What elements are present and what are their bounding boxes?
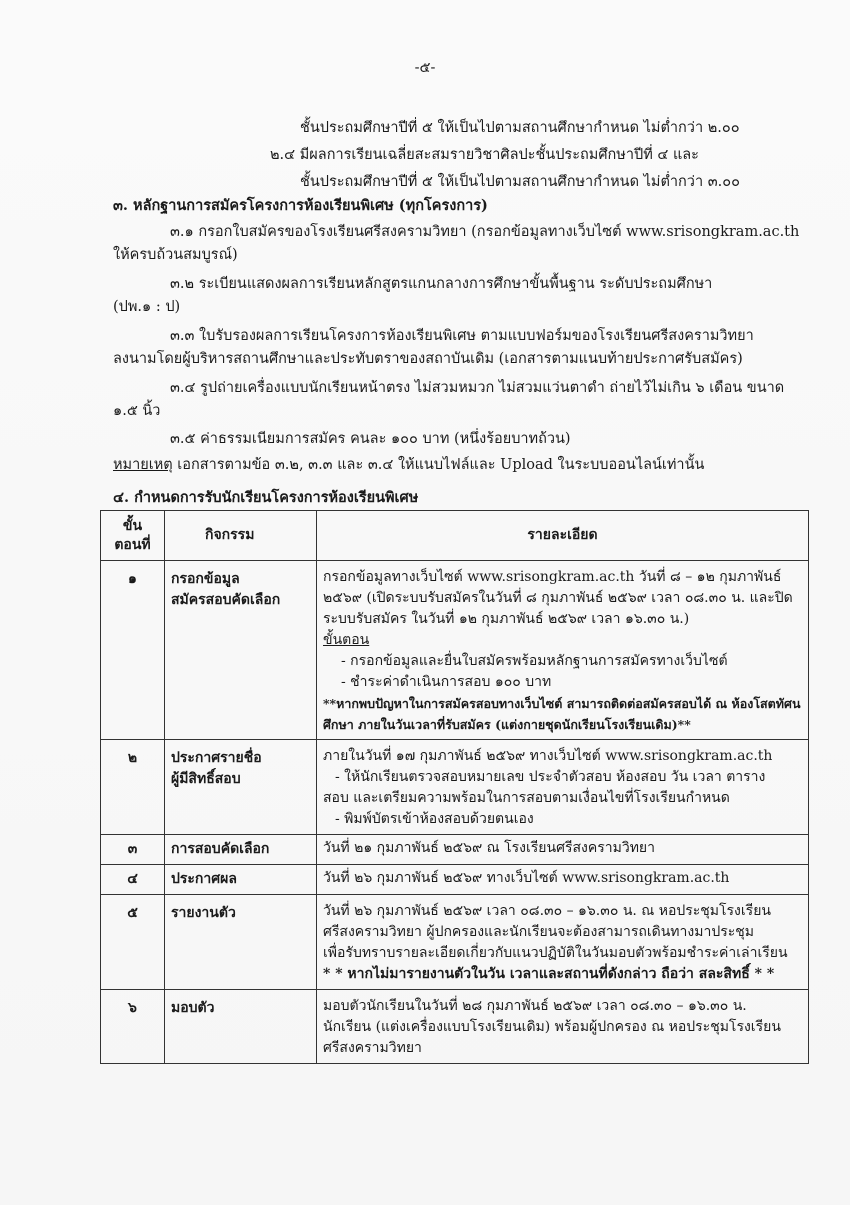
activity-cell: มอบตัว — [165, 990, 317, 1064]
table-row — [101, 865, 809, 895]
table-row — [101, 740, 809, 835]
item-3-2-cont: (ปพ.๑ : ป) — [113, 299, 181, 315]
table-row — [101, 895, 809, 990]
schedule-table — [100, 510, 809, 1064]
table-header-row — [101, 511, 809, 561]
section-heading-3: ๓. หลักฐานการสมัครโครงการห้องเรียนพิเศษ (ทุกโครงการ) — [113, 197, 488, 214]
header-activity: กิจกรรม — [165, 511, 317, 561]
step-number: ๑ — [101, 561, 165, 740]
detail-cell: มอบตัวนักเรียนในวันที่ ๒๘ กุมภาพันธ์ ๒๕๖๙ เวลา ๐๘.๓๐ – ๑๖.๓๐ น. นักเรียน (แต่งเครื่องแบบโรงเรียนเดิม) พร้อมผู้ปกครอง ณ หอประชุมโรงเรียน ศรีสงครามวิทยา — [317, 990, 809, 1064]
item-3-3-cont: ลงนามโดยผู้บริหารสถานศึกษาและประทับตราของสถาบันเดิม (เอกสารตามแนบท้ายประกาศรับสมัคร) — [113, 351, 743, 367]
item-3-4: ๓.๔ รูปถ่ายเครื่องแบบนักเรียนหน้าตรง ไม่สวมหมวก ไม่สวมแว่นตาดำ ถ่ายไว้ไม่เกิน ๖ เดือน ขนาด — [170, 380, 785, 396]
table-row — [101, 561, 809, 740]
note-line — [113, 455, 704, 475]
detail-cell: กรอกข้อมูลทางเว็บไซต์ www.srisongkram.ac.th วันที่ ๘ – ๑๒ กุมภาพันธ์ ๒๕๖๙ (เปิดระบบรับสมัครในวันที่ ๘ กุมภาพันธ์ ๒๕๖๙ เวลา ๐๘.๓๐ น. และปิด ระบบรับสมัคร ในวันที่ ๑๒ กุมภาพันธ์ ๒๕๖๙ เวลา ๑๖.๓๐ น.) ขั้นตอน - กรอกข้อมูลและยื่นใบสมัครพร้อมหลักฐานการสมัครทางเว็บไซต์ - ชำระค่าดำเนินการสอบ ๑๐๐ บาท **หากพบปัญหาในการสมัครสอบทางเว็บไซต์ สามารถติดต่อสมัครสอบได้ ณ ห้องโสตทัศน ศึกษา ภายในวันเวลาที่รับสมัคร (แต่งกายชุดนักเรียนโรงเรียนเดิม)** — [317, 561, 809, 740]
note-text: เอกสารตามข้อ ๓.๒, ๓.๓ และ ๓.๔ ให้แนบไฟล์และ Upload ในระบบออนไลน์เท่านั้น — [172, 457, 705, 473]
paragraph-line: ชั้นประถมศึกษาปีที่ ๕ ให้เป็นไปตามสถานศึกษากำหนด ไม่ต่ำกว่า ๒.๐๐ — [300, 120, 740, 136]
step-number: ๕ — [101, 895, 165, 990]
detail-cell: วันที่ ๒๖ กุมภาพันธ์ ๒๕๖๙ ทางเว็บไซต์ www.srisongkram.ac.th — [317, 865, 809, 895]
header-detail: รายละเอียด — [317, 511, 809, 561]
page-number: -๕- — [414, 60, 436, 76]
item-3-3: ๓.๓ ใบรับรองผลการเรียนโครงการห้องเรียนพิเศษ ตามแบบฟอร์มของโรงเรียนศรีสงครามวิทยา — [170, 328, 754, 344]
step-number: ๓ — [101, 835, 165, 865]
table-row — [101, 835, 809, 865]
note-label: หมายเหตุ — [113, 457, 173, 473]
activity-cell: ประกาศผล — [165, 865, 317, 895]
step-number: ๒ — [101, 740, 165, 835]
activity-cell: ประกาศรายชื่อ ผู้มีสิทธิ์สอบ — [165, 740, 317, 835]
table-row — [101, 990, 809, 1064]
item-3-1-cont: ให้ครบถ้วนสมบูรณ์) — [113, 247, 238, 263]
item-3-2: ๓.๒ ระเบียนแสดงผลการเรียนหลักสูตรแกนกลางการศึกษาขั้นพื้นฐาน ระดับประถมศึกษา — [170, 276, 713, 292]
detail-cell: วันที่ ๒๖ กุมภาพันธ์ ๒๕๖๙ เวลา ๐๘.๓๐ – ๑๖.๓๐ น. ณ หอประชุมโรงเรียน ศรีสงครามวิทยา ผู้ปกครองและนักเรียนจะต้องสามารถเดินทางมาประชุม เพื่อรับทราบรายละเอียดเกี่ยวกับแนวปฏิบัติในวันมอบตัวพร้อมชำระค่าเล่าเรียน * * หากไม่มารายงานตัวในวัน เวลาและสถานที่ดังกล่าว ถือว่า สละสิทธิ์ * * — [317, 895, 809, 990]
activity-cell: กรอกข้อมูล สมัครสอบคัดเลือก — [165, 561, 317, 740]
section-heading-4: ๔. กำหนดการรับนักเรียนโครงการห้องเรียนพิเศษ — [113, 489, 419, 506]
step-number: ๖ — [101, 990, 165, 1064]
detail-cell: ภายในวันที่ ๑๗ กุมภาพันธ์ ๒๕๖๙ ทางเว็บไซต์ www.srisongkram.ac.th - ให้นักเรียนตรวจสอบหมายเลข ประจำตัวสอบ ห้องสอบ วัน เวลา ตาราง สอบ และเตรียมความพร้อมในการสอบตามเงื่อนไขที่โรงเรียนกำหนด - พิมพ์บัตรเข้าห้องสอบด้วยตนเอง — [317, 740, 809, 835]
item-3-1: ๓.๑ กรอกใบสมัครของโรงเรียนศรีสงครามวิทยา (กรอกข้อมูลทางเว็บไซต์ www.srisongkram.ac.th — [170, 224, 800, 240]
item-3-5: ๓.๕ ค่าธรรมเนียมการสมัคร คนละ ๑๐๐ บาท (หนึ่งร้อยบาทถ้วน) — [170, 431, 571, 447]
item-3-4-cont: ๑.๕ นิ้ว — [113, 403, 161, 419]
paragraph-line: ชั้นประถมศึกษาปีที่ ๕ ให้เป็นไปตามสถานศึกษากำหนด ไม่ต่ำกว่า ๓.๐๐ — [300, 174, 740, 190]
activity-cell: รายงานตัว — [165, 895, 317, 990]
activity-cell: การสอบคัดเลือก — [165, 835, 317, 865]
header-step: ขั้น ตอนที่ — [101, 511, 165, 561]
paragraph-line: ๒.๔ มีผลการเรียนเฉลี่ยสะสมรายวิชาศิลปะชั้นประถมศึกษาปีที่ ๔ และ — [270, 147, 699, 163]
detail-cell: วันที่ ๒๑ กุมภาพันธ์ ๒๕๖๙ ณ โรงเรียนศรีสงครามวิทยา — [317, 835, 809, 865]
step-number: ๔ — [101, 865, 165, 895]
